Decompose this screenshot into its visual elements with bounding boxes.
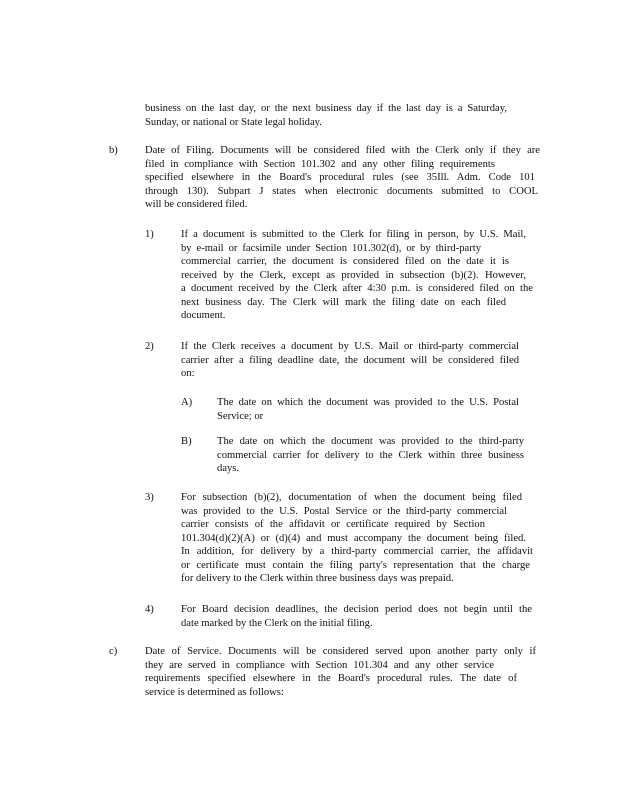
text-line: For Board decision deadlines, the decision period does not begin until the	[181, 604, 532, 615]
subitem-marker-b: B)	[181, 436, 192, 447]
item-marker-1: 1)	[145, 229, 154, 240]
text-line: Service; or	[217, 410, 264, 422]
text-line: If the Clerk receives a document by U.S. Mail or third-party commercial	[181, 341, 519, 352]
text-line: 101.304(d)(2)(A) or (d)(4) and must accompany the document being filed.	[181, 532, 526, 544]
text-line: through 130). Subpart J states when electronic documents submitted to COOL	[145, 185, 538, 197]
text-line: business on the last day, or the next business day if the last day is a Saturday,	[145, 103, 507, 114]
text-line: carrier after a filing deadline date, the document will be considered filed	[181, 354, 519, 366]
text-line: specified elsewhere in the Board's procedural rules (see 35Ill. Adm. Code 101	[145, 172, 535, 183]
text-line: filed in compliance with Section 101.302 and any other filing requirements	[145, 158, 495, 170]
item-3-paragraph	[181, 491, 533, 586]
text-line: Sunday, or national or State legal holiday.	[145, 116, 322, 128]
text-line: on:	[181, 368, 195, 379]
text-line: service is determined as follows:	[145, 686, 284, 698]
section-marker-b: b)	[109, 145, 118, 156]
text-line: date marked by the Clerk on the initial filing.	[181, 617, 373, 629]
text-line: The date on which the document was provided to the U.S. Postal	[217, 397, 519, 408]
text-line: If a document is submitted to the Clerk for filing in person, by U.S. Mail,	[181, 229, 526, 240]
text-line: by e-mail or facsimile under Section 101.302(d), or by third-party	[181, 242, 481, 254]
item-marker-2: 2)	[145, 341, 154, 352]
text-line: Date of Service. Documents will be considered served upon another party only if	[145, 646, 536, 657]
text-line: received by the Clerk, except as provided in subsection (b)(2). However,	[181, 269, 526, 281]
text-line: In addition, for delivery by a third-party commercial carrier, the affidavit	[181, 546, 533, 557]
item-1-paragraph	[181, 228, 533, 323]
text-line: For subsection (b)(2), documentation of when the document being filed	[181, 492, 522, 503]
text-line: days.	[217, 463, 240, 474]
text-line: next business day. The Clerk will mark the filing date on each filed	[181, 296, 506, 308]
item-marker-3: 3)	[145, 492, 154, 503]
text-line: a document received by the Clerk after 4:30 p.m. is considered filed on the	[181, 283, 533, 294]
subitem-a-paragraph	[217, 396, 519, 423]
text-line: The date on which the document was provided to the third-party	[217, 436, 524, 447]
text-line: Date of Filing. Documents will be considered filed with the Clerk only if they are	[145, 145, 540, 156]
text-line: commercial carrier for delivery to the Clerk within three business	[217, 449, 524, 461]
section-c-paragraph	[145, 645, 536, 699]
text-line: was provided to the U.S. Postal Service or the third-party commercial	[181, 505, 507, 517]
text-line: carrier consists of the affidavit or certificate required by Section	[181, 519, 485, 530]
text-line: or certificate must contain the filing party's representation that the charge	[181, 559, 530, 571]
subitem-marker-a: A)	[181, 397, 193, 408]
text-line: will be considered filed.	[145, 199, 248, 210]
section-b-paragraph	[145, 144, 540, 212]
item-4-paragraph	[181, 603, 532, 630]
text-line: for delivery to the Clerk within three business days was prepaid.	[181, 573, 454, 584]
text-line: requirements specified elsewhere in the Board's procedural rules. The date of	[145, 673, 517, 684]
subitem-b-paragraph	[217, 435, 524, 476]
item-2-paragraph	[181, 340, 519, 381]
section-marker-c: c)	[109, 646, 118, 657]
item-marker-4: 4)	[145, 604, 154, 615]
text-line: they are served in compliance with Section 101.304 and any other service	[145, 659, 494, 671]
continuation-paragraph	[145, 102, 507, 129]
text-line: document.	[181, 310, 226, 321]
text-line: commercial carrier, the document is considered filed on the date it is	[181, 256, 509, 267]
